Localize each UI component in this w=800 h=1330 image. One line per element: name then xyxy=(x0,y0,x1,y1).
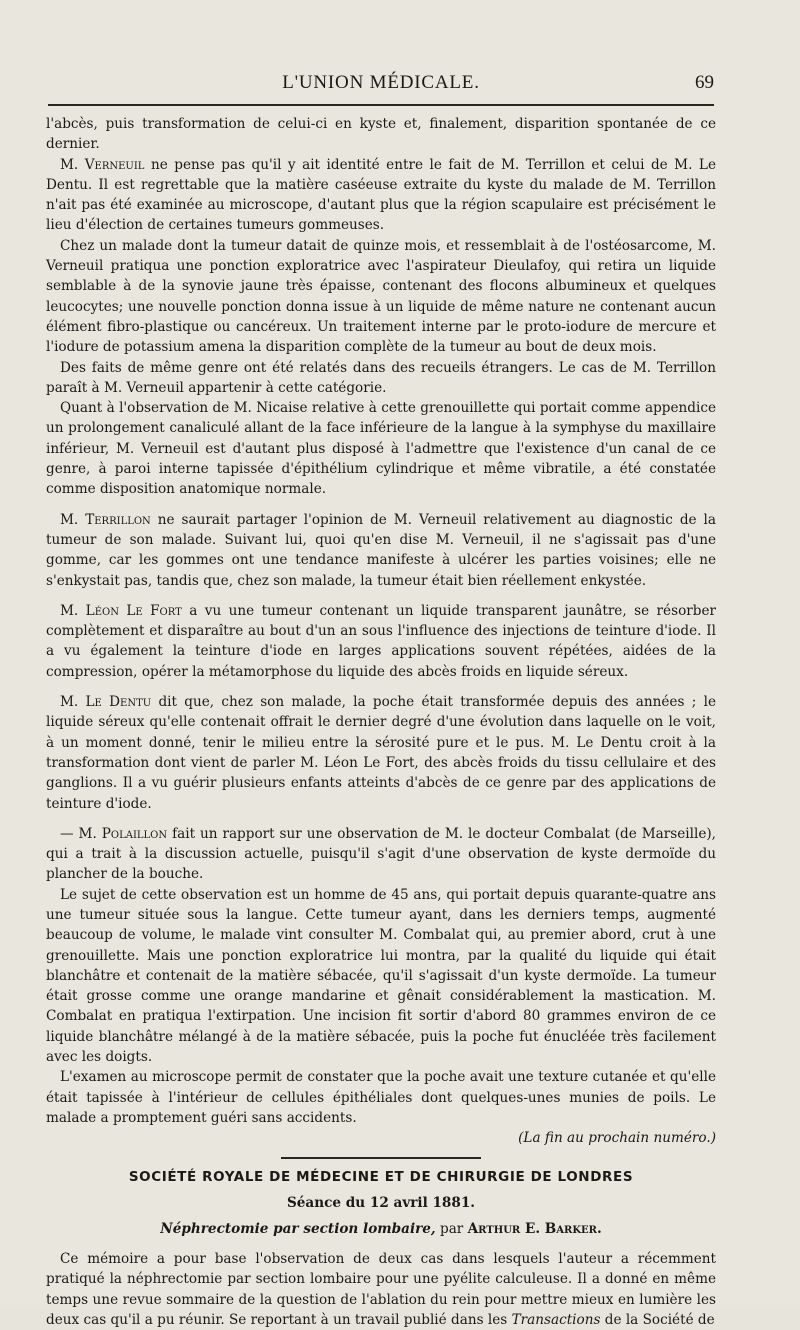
paragraph-10: Le sujet de cette observation est un homme de 45 ans, qui portait depuis quarante-quatre ans une tumeur située sous la langue. Cette tumeur ayant, dans les derniers temps, augmenté beaucoup de volume, le malade vint consulter M. Combalat qui, au premier abord, crut à une grenouillette. Mais une ponction exploratrice lui montra, par la qualité du liquide qui était blanchâtre et contenait de la matière sébacée, qu'il s'agissait d'un kyste dermoïde. La tumeur était grosse comme une orange mandarine et gênait considérablement la mastication. M. Combalat en pratiqua l'extirpation. Une incision fit sortir d'abord 80 grammes environ de ce liquide blanchâtre mélangé à de la matière sébacée, puis la poche fut énucléée très facilement avec les doigts. xyxy=(46,886,716,1066)
intro-italic: Transactions xyxy=(511,1312,601,1329)
article-body xyxy=(46,114,717,1329)
paper-by: par xyxy=(435,1220,468,1237)
paragraph-text: ne saurait partager l'opinion de M. Verneuil relativement au diagnostic de la tumeur de son malade. Suivant lui, quoi qu'en dise M. Verneuil, il ne s'agissait pas d'une gomme, car les gommes ont une tendance manifeste à ulcérer les parties voisines; elle ne s'enkystait pas, tandis que, chez son malade, la tumeur était bien réellement enkystée. xyxy=(46,511,716,589)
paragraph-1: l'abcès, puis transformation de celui-ci en kyste et, finalement, disparition spontanée de ce dernier. xyxy=(46,116,716,153)
paper-author: Arthur E. Barker. xyxy=(467,1220,602,1237)
paragraph-text: dit que, chez son malade, la poche était transformée depuis des années ; le liquide séreux qu'elle contenait offrait le dernier degré d'une évolution dans laquelle on le voit, à un moment donné, tenir le milieu entre la sérosité pure et le pus. M. Le Dentu croit à la transformation dont vient de parler M. Léon Le Fort, des abcès froids du tissu cellulaire et des ganglions. Il a vu guérir plusieurs enfants atteints d'abcès de ce genre par des applications de teinture d'iode. xyxy=(46,694,716,812)
paragraph-2 xyxy=(46,155,716,236)
paragraph-9 xyxy=(46,824,716,885)
paper-title xyxy=(46,1219,716,1239)
paragraph-text: a vu une tumeur contenant un liquide transparent jaunâtre, se résorber complètement et disparaître au bout d'un an sous l'influence des injections de teinture d'iode. Il a vu également la teinture d'iode en larges applications souvent répétées, aidées de la compression, opérer la métamorphose du liquide des abcès froids en liquide séreux. xyxy=(46,602,717,680)
paragraph-8 xyxy=(46,692,716,814)
paragraph-text: fait un rapport sur une observation de M. le docteur Combalat (de Marseille), qui a trait à la discussion actuelle, puisqu'il s'agit d'une observation de kyste dermoïde du plancher de la bouche. xyxy=(46,825,716,883)
intro-end: de la Société de xyxy=(600,1312,715,1329)
speaker-name: M. Léon Le Fort xyxy=(60,602,182,619)
signoff: (La fin au prochain numéro.) xyxy=(518,1130,716,1147)
paragraph-3: Chez un malade dont la tumeur datait de quinze mois, et ressemblait à de l'ostéosarcome, M. Verneuil pratiqua une ponction exploratrice avec l'aspirateur Dieulafoy, qui retira un liquide semblable à de la synovie jaune très épaisse, contenant des flocons albumineux et quelques leucocytes; une nouvelle ponction donna issue à un liquide de même nature ne contenant aucun élément fibro-plastique ou cancéreux. Un traitement interne par le proto-iodure de mercure et l'iodure de potassium amena la disparition complète de la tumeur au bout de deux mois. xyxy=(46,237,716,356)
speaker-name: M. Le Dentu xyxy=(60,694,152,711)
running-title: L'UNION MÉDICALE. xyxy=(282,72,480,93)
section-title: SOCIÉTÉ ROYALE DE MÉDECINE ET DE CHIRURGIE DE LONDRES xyxy=(128,1168,634,1185)
paragraph-5: Quant à l'observation de M. Nicaise relative à cette grenouillette qui portait comme appendice un prolongement canaliculé allant de la face inférieure de la langue à la symphyse du maxillaire inférieur, M. Verneuil est d'autant plus disposé à l'admettre que l'existence d'un canal de ce genre, à paroi interne tapissée d'épithélium cylindrique et même vibratile, a été constatée comme disposition anatomique normale. xyxy=(46,400,716,498)
speaker-name: M. Verneuil xyxy=(60,156,145,173)
page-header xyxy=(48,72,714,102)
section-intro xyxy=(46,1249,716,1330)
paragraph-4: Des faits de même genre ont été relatés dans des recueils étrangers. Le cas de M. Terrillon paraît à M. Verneuil appartenir à cette catégorie. xyxy=(46,359,716,396)
header-rule xyxy=(48,104,714,106)
page-number: 69 xyxy=(695,72,714,93)
section-rule xyxy=(281,1157,481,1159)
speaker-name: — M. Polaillon xyxy=(60,825,168,842)
paragraph-7 xyxy=(46,601,716,682)
paragraph-text: ne pense pas qu'il y ait identité entre le fait de M. Terrillon et celui de M. Le Dentu. Il est regrettable que la matière caséeuse extraite du kyste du malade de M. Terrillon n'ait pas été examinée au microscope, d'autant plus que la région scapulaire est précisément le lieu d'élection de certaines tumeurs gommeuses. xyxy=(46,156,716,234)
paragraph-11: L'examen au microscope permit de constater que la poche avait une texture cutanée et qu'elle était tapissée à l'intérieur de cellules épithéliales dont quelques-unes munies de poils. Le malade a promptement guéri sans accidents. xyxy=(46,1069,716,1126)
speaker-name: M. Terrillon xyxy=(60,511,151,528)
paragraph-6 xyxy=(46,510,716,591)
session-date: Séance du 12 avril 1881. xyxy=(286,1194,476,1211)
paper-title-text: Néphrectomie par section lombaire, xyxy=(160,1220,436,1237)
intro-text: Ce mémoire a pour base l'observation de deux cas dans lesquels l'auteur a récemment pratiqué la néphrectomie par section lombaire pour une pyélite calculeuse. Il a donné en même temps une revue sommaire de la question de l'ablation du rein pour mettre mieux en lumière les deux cas qu'il a pu réunir. Se reportant à un travail publié dans les xyxy=(46,1251,716,1329)
